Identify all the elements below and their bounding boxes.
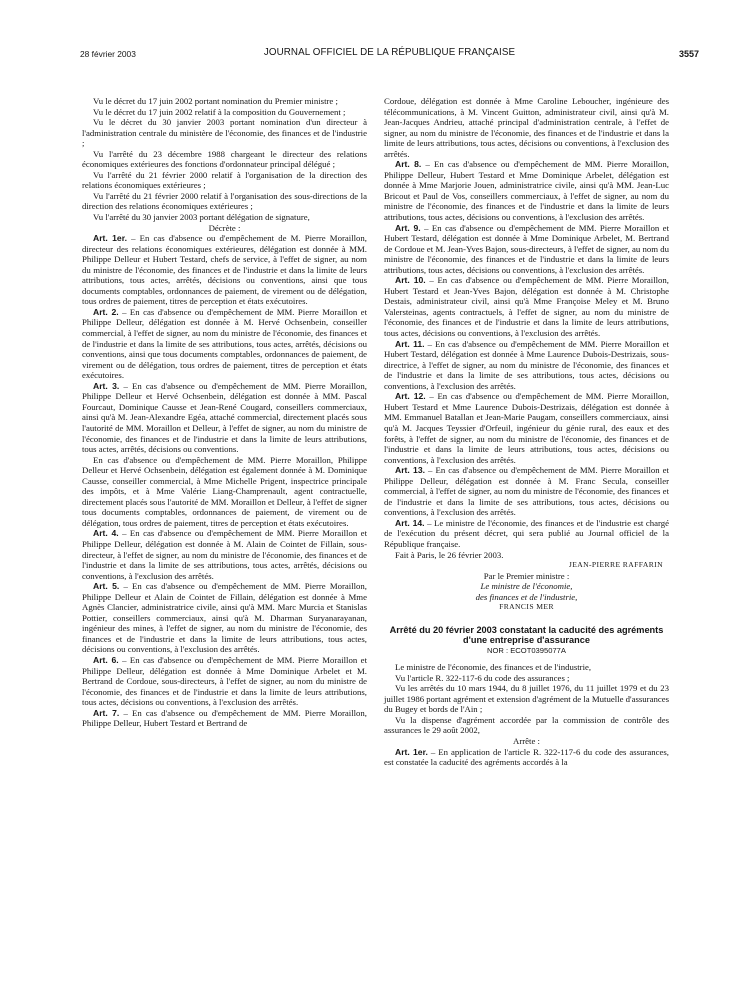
article-text: – En cas d'absence ou d'empêchement de MM. Pierre Moraillon et Hubert Testard, délégation est donnée à Mme Laurence Dubois-Destrizais, sous-directrice, à l'effet de signer, au nom du ministre de l'économie, des finances et de l'industrie et dans la limite de ses attributions, tous actes, décisions ou conventions, à l'exclusion des arrêtés. — [384, 338, 670, 391]
article-paragraph — [384, 747, 669, 768]
article-paragraph — [82, 708, 367, 729]
article-text: – En cas d'absence ou d'empêchement de MM. Pierre Moraillon, Hubert Testard et Jean-Yves Bajon, délégation est donnée à M. Christophe Destais, administrateur civil, ainsi qu'à Mme Françoise Meley et M. Bruno Valersteinas, agents contractuels, à l'effet de signer, au nom du ministre de l'économie, des finances et de l'industrie et dans la limite de leurs attributions, tous actes, décisions ou conventions, à l'exclusion des arrêtés. — [384, 275, 669, 339]
article-label: Art. 10. — [395, 275, 426, 286]
article-text: – En cas d'absence ou d'empêchement de MM. Pierre Moraillon et Hubert Testard, délégation est donnée à Mme Dominique Arbelet, M. Bertrand de Cordoue et M. Jean-Yves Bajon, sous-directeurs, à l'effet de signer, au nom du ministre de l'économie, des finances et de l'industrie et dans la limite de leurs attributions, tous actes, décisions ou conventions, à l'exclusion des arrêtés. — [384, 222, 670, 275]
article-label: Art. 2. — [93, 306, 119, 317]
paragraph: Le ministre de l'économie, des finances et de l'industrie, — [395, 662, 592, 673]
paragraph: Vu l'arrêté du 21 février 2000 relatif à l'organisation des sous-directions de la direction des relations économiques extérieures ; — [82, 190, 367, 212]
article-paragraph — [384, 223, 669, 276]
paragraph: Vu le décret du 17 juin 2002 relatif à la composition du Gouvernement ; — [93, 106, 346, 117]
minister-title: Le ministre de l'économie, — [480, 581, 573, 592]
article-text: – En cas d'absence ou d'empêchement de MM. Pierre Moraillon, Philippe Delleur, Hubert Testard et Bertrand de — [82, 707, 367, 729]
paragraph: Vu les arrêtés du 10 mars 1944, du 8 juillet 1976, du 11 juillet 1979 et du 23 juillet 1986 portant agrément et extension d'agrément de la Mutuelle d'assurances du Bugey et bords de l'Ain ; — [384, 683, 670, 715]
article-text: – En application de l'article R. 322-117-6 du code des assurances, est constatée la caducité des agréments accordés à la — [384, 746, 669, 768]
article-text: – En cas d'absence ou d'empêchement de MM. Pierre Moraillon, Philippe Delleur et Alain de Cointet de Fillain, délégation est donnée à Mme Agnès Clancier, administratrice civile, ainsi qu'à MM. Marc Murcia et Stanislas Pottier, conseillers commerciaux, ainsi qu'à M. Dharman Suryanarayanan, ingénieur des mines, à l'effet de signer, au nom du ministre de l'économie, des finances et de l'industrie et dans la limite de leurs attributions, tous actes, décisions ou conventions, à l'exclusion des arrêtés. — [82, 581, 367, 655]
signature-name: JEAN-PIERRE RAFFARIN — [568, 560, 663, 570]
header-date: 28 février 2003 — [80, 49, 136, 59]
paragraph: Vu l'arrêté du 23 décembre 1988 chargeant le directeur des relations économiques extérieures des fonctions d'ordonnateur principal délégué ; — [82, 148, 367, 170]
article-text: – En cas d'absence ou d'empêchement de MM. Pierre Moraillon, Philippe Delleur et Hervé Ochsenbein, délégation est donnée à MM. Pascal Fourcaut, Dominique Causse et Jean-René Cougard, conseillers commerciaux, ainsi qu'à M. Jean-Alexandre Egéa, attaché commercial, directement placés sous l'autorité de MM. Moraillon et Delleur, à l'effet de signer, au nom du ministre de l'économie, des finances et de l'industrie et dans la limite de leurs attributions, tous actes, arrêtés, décisions ou conventions. — [82, 380, 367, 455]
article-text: – Le ministre de l'économie, des finances et de l'industrie est chargé de l'exécution du présent décret, qui sera publié au Journal officiel de la République française. — [384, 517, 670, 549]
article-label: Art. 9. — [395, 222, 421, 233]
article-text: – En cas d'absence ou d'empêchement de MM. Pierre Moraillon et Philippe Delleur, délégation est donnée à M. Alain de Cointet de Fillain, sous-directeur, à l'effet de signer, au nom du ministre de l'économie, des finances et de l'industrie et dans la limite de ses attributions, tous actes, arrêtés, décisions ou conventions, à l'exclusion des arrêtés. — [82, 528, 368, 581]
page-header — [80, 47, 699, 63]
centered-line: Décrète : — [208, 222, 241, 233]
article-text: – En cas d'absence ou d'empêchement de M. Pierre Moraillon, directeur des relations économiques extérieures, délégation est donnée à MM. Philippe Delleur et Hubert Testard, chefs de service, à l'effet de signer, au nom du ministre de l'économie, des finances et de l'industrie et dans la limite de leurs attributions, tous actes, arrêtés, décisions ou conventions, ainsi que tous documents comptables, ordonnances de paiement, de virement ou de délégation, tous ordres de paiement, titres de perception et états exécutoires. — [82, 233, 367, 307]
paragraph: Cordoue, délégation est donnée à Mme Caroline Leboucher, ingénieure des télécommunications, à M. Vincent Guitton, administrateur civil, ainsi qu'à M. Jean-Jacques Andrieu, attaché principal d'administration centrale, à l'effet de signer, au nom du ministre de l'économie, des finances et de l'industrie et dans la limite de leurs attributions, tous actes, décisions ou conventions, à l'exclusion des arrêtés. — [384, 96, 669, 159]
article-label: Art. 6. — [93, 654, 119, 665]
article-label: Art. 5. — [93, 581, 120, 592]
paragraph: Vu la dispense d'agrément accordée par la commission de contrôle des assurances le 29 août 2002, — [384, 714, 669, 736]
article-text: – En cas d'absence ou d'empêchement de MM. Pierre Moraillon, Philippe Delleur, Hubert Testard et Mme Dominique Arbelet, délégation est donnée à Mme Marjorie Jouen, administratrice civile, ainsi qu'à MM. Jean-Luc Bricout et Paul de Vos, conseillers commerciaux, à l'effet de signer, au nom du ministre de l'économie, des finances et de l'industrie et dans la limite de leurs attributions, tous actes, décisions ou conventions, à l'exclusion des arrêtés. — [384, 159, 669, 223]
paragraph: Vu l'article R. 322-117-6 du code des assurances ; — [395, 672, 570, 683]
article-text: – En cas d'absence ou d'empêchement de MM. Pierre Moraillon et Philippe Delleur, délégation est donnée à Mme Dominique Arbelet et M. Bertrand de Cordoue, sous-directeurs, à l'effet de signer, au nom du ministre de l'économie, des finances et de l'industrie et dans la limite de leurs attributions, tous actes, décisions ou conventions, à l'exclusion des arrêtés. — [82, 654, 368, 708]
page-number: 3557 — [678, 49, 699, 59]
paragraph: Fait à Paris, le 26 février 2003. — [395, 549, 504, 560]
article-paragraph — [384, 518, 669, 550]
article-paragraph — [82, 233, 367, 307]
article-label: Art. 8. — [395, 159, 422, 170]
article-label: Art. 1er. — [395, 746, 428, 757]
paragraph: Vu le décret du 30 janvier 2003 portant nomination d'un directeur à l'administration centrale du ministère de l'économie, des finances et de l'industrie ; — [82, 117, 367, 149]
article-text: – En cas d'absence ou d'empêchement de MM. Pierre Moraillon, Hubert Testard et Mme Laurence Dubois-Destrizais, délégation est donnée à MM. Emmanuel Batallan et Jean-Marie Paugam, conseillers commerciaux, ainsi qu'à M. Jacques Teyssier d'Orfeuil, ingénieur du génie rural, des eaux et des forêts, à l'effet de signer, au nom du ministre de l'économie, des finances et de l'industrie et dans la limite de leurs attributions, tous actes, décisions ou conventions, à l'exclusion des arrêtés. — [384, 391, 669, 465]
centered-line: Arrête : — [513, 735, 540, 746]
paragraph: En cas d'absence ou d'empêchement de MM. Pierre Moraillon, Philippe Delleur et Hervé Ochsenbein, délégation est également donnée à M. Dominique Causse, conseiller commercial, à Mme Michelle Prigent, inspectrice principale des impôts, et à Mme Valérie Liang-Champrenault, agent contractuelle, directement placés sous l'autorité de MM. Moraillon et Delleur, à l'effet de signer tous documents comptables, ordonnances de paiement, de virement ou de délégation, tous ordres de paiement, titres de perception et états exécutoires. — [82, 454, 367, 528]
article-label: Art. 3. — [93, 380, 120, 391]
article-label: Art. 4. — [93, 528, 119, 539]
article-label: Art. 1er. — [93, 233, 127, 244]
article-paragraph — [384, 339, 669, 392]
article-label: Art. 11. — [395, 338, 425, 349]
article-paragraph — [384, 159, 669, 222]
article-paragraph — [82, 528, 367, 581]
minister-title: des finances et de l'industrie, — [475, 591, 578, 602]
article-paragraph — [82, 655, 367, 708]
article-label: Art. 13. — [395, 465, 425, 476]
minister-name: FRANCIS MER — [499, 602, 554, 612]
decree-title: Arrêté du 20 février 2003 constatant la caducité des agréments d'une entreprise d'assurance — [389, 624, 664, 646]
article-label: Art. 7. — [93, 707, 120, 718]
article-text: – En cas d'absence ou d'empêchement de MM. Pierre Moraillon et Philippe Delleur, délégation est donnée à M. Franc Secula, conseiller commercial, à l'effet de signer, au nom du ministre de l'économie, des finances et de l'industrie et dans la limite de ses attributions, tous actes, décisions ou conventions, à l'exclusion des arrêtés. — [384, 465, 669, 518]
article-label: Art. 14. — [395, 517, 425, 528]
left-column — [82, 96, 367, 729]
article-paragraph — [82, 381, 367, 455]
paragraph: Vu l'arrêté du 21 février 2000 relatif à l'organisation de la direction des relations économiques extérieures ; — [82, 169, 367, 191]
centered-line: Par le Premier ministre : — [483, 570, 570, 581]
paragraph: Vu le décret du 17 juin 2002 portant nomination du Premier ministre ; — [93, 96, 338, 106]
nor-reference: NOR : ECOT0395077A — [487, 645, 566, 655]
article-paragraph — [384, 275, 669, 338]
paragraph: Vu l'arrêté du 30 janvier 2003 portant délégation de signature, — [93, 212, 310, 223]
right-column — [384, 96, 669, 768]
journal-title: JOURNAL OFFICIEL DE LA RÉPUBLIQUE FRANÇAISE — [263, 47, 516, 58]
article-paragraph — [82, 581, 367, 655]
article-paragraph — [384, 465, 669, 518]
article-paragraph — [82, 307, 367, 381]
article-label: Art. 12. — [395, 391, 426, 402]
article-paragraph — [384, 391, 669, 465]
article-text: – En cas d'absence ou d'empêchement de MM. Pierre Moraillon et Philippe Delleur, délégation est donnée à M. Hervé Ochsenbein, conseiller commercial, à l'effet de signer, au nom du ministre de l'économie, des finances et de l'industrie et dans la limite de ses attributions, tous actes, arrêtés, décisions ou conventions, ainsi que tous documents comptables, ordonnances de paiement, de virement ou de délégation, tous ordres de paiement, titres de perception et états exécutoires. — [82, 306, 368, 381]
